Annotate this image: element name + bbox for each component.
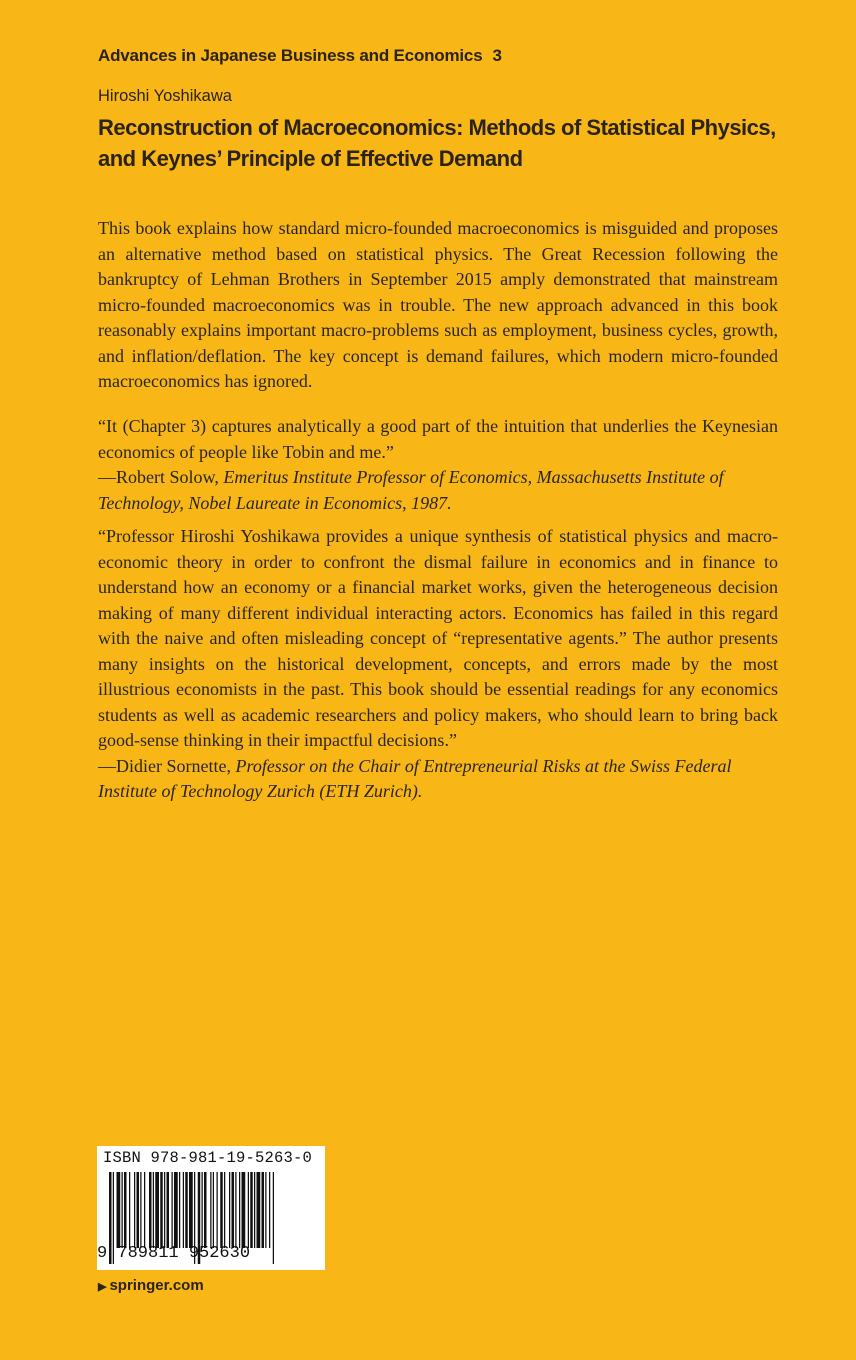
play-arrow-icon: ▶ — [98, 1281, 107, 1293]
barcode-bar — [269, 1172, 270, 1248]
barcode-bar — [220, 1172, 223, 1248]
barcode-bar — [167, 1172, 170, 1248]
barcode-bar — [248, 1172, 249, 1248]
barcode-bar — [213, 1172, 214, 1248]
barcode-bar — [164, 1172, 165, 1248]
author-name: Hiroshi Yoshikawa — [98, 87, 232, 105]
barcode-bar — [153, 1172, 154, 1248]
barcode-bar — [174, 1172, 178, 1248]
barcode-bar — [204, 1172, 207, 1248]
publisher-link[interactable] — [98, 1277, 204, 1294]
barcode-bar — [160, 1172, 163, 1248]
series-title — [98, 46, 502, 66]
series-volume: 3 — [492, 46, 502, 65]
barcode-bar — [202, 1172, 203, 1248]
barcode-bar — [179, 1172, 180, 1248]
barcode-bar — [262, 1172, 265, 1248]
description-text: This book explains how standard micro-founded macroeconomics is misguided and proposes an alternative method based on statistical physics. The Great Recession following the bankruptcy of Lehman Brothers in September 2015 amply demonstrated that mainstream micro-founded macroeconomics was in trouble. The new approach advanced in this book reasonably explains important macro-problems such as employment, business cycles, growth, and inflation/deflation. The key concept is demand failures, which modern micro-founded macroeconomics has ignored. — [98, 218, 778, 391]
barcode-bar — [210, 1172, 211, 1248]
quote-attribution — [98, 754, 778, 805]
barcode-bar — [242, 1172, 246, 1248]
barcode-bar — [134, 1172, 135, 1248]
barcode-bar — [257, 1172, 261, 1248]
barcode-bar — [140, 1172, 141, 1248]
barcode-bar — [185, 1172, 188, 1248]
quote-affiliation: Professor on the Chair of Entrepreneurial Risks at the Swiss Federal Institute of Technology Zurich (ETH Zurich). — [98, 755, 732, 801]
barcode-bar — [155, 1172, 159, 1248]
barcode-bar — [224, 1172, 225, 1248]
book-title-line1: Reconstruction of Macroeconomics: Methods of Statistical Physics, — [98, 115, 776, 140]
barcode-bar — [183, 1172, 184, 1248]
quote-text: “Professor Hiroshi Yoshikawa provides a unique synthesis of statistical physics and macro-economic theory in order to confront the dismal failure in economics and in finance to understand how an economy or a financial market works, given the heterogeneous decision making of many different individual interacting actors. Economics has failed in this regard with the naive and often misleading concept of “representative agents.” The author presents many insights on the historical development, concepts, and errors made by the most illustrious economists in the past. This book should be essential readings for any economics students as well as academic researchers and policy makers, who should learn to bring back good-sense thinking in their impactful decisions.” — [98, 526, 778, 750]
quote-affiliation: Emeritus Institute Professor of Economics, Massachusetts Institute of Technology, Nobel Laureate in Economics, 1987. — [98, 467, 724, 513]
barcode-bar — [232, 1172, 235, 1248]
quote-attribution — [98, 465, 778, 516]
barcode-bar — [149, 1172, 152, 1248]
barcode-bar — [129, 1172, 130, 1248]
barcode-bar — [122, 1172, 123, 1248]
quote-author: —Robert Solow, — [98, 467, 224, 487]
barcode-bar — [254, 1172, 255, 1248]
barcode-digits: 9 789811 952630 — [97, 1244, 251, 1263]
quote-text: “It (Chapter 3) captures analytically a good part of the intuition that underlies the Keynesian economics of people like Tobin and me.” — [98, 416, 778, 462]
barcode-bar — [235, 1172, 236, 1248]
barcode-bar — [239, 1172, 240, 1248]
series-name: Advances in Japanese Business and Economics — [98, 46, 483, 65]
barcode-bar — [144, 1172, 145, 1248]
barcode-bar — [265, 1172, 266, 1248]
book-title-line2: and Keynes’ Principle of Effective Demand — [98, 146, 523, 171]
quote-author: —Didier Sornette, — [98, 755, 236, 776]
barcode-bar — [137, 1172, 140, 1248]
isbn-barcode — [97, 1146, 325, 1270]
barcode-bar — [273, 1172, 274, 1264]
barcode-bar — [217, 1172, 218, 1248]
publisher-url: springer.com — [109, 1277, 204, 1294]
isbn-label: ISBN 978-981-19-5263-0 — [103, 1149, 313, 1167]
book-title — [98, 112, 798, 174]
barcode-bar — [124, 1172, 127, 1248]
barcode-bar — [172, 1172, 173, 1248]
barcode-bar — [250, 1172, 253, 1248]
description-paragraph — [98, 216, 778, 395]
endorsement-sornette — [98, 524, 778, 805]
barcode-bar — [189, 1172, 193, 1248]
barcode-bar — [117, 1172, 121, 1248]
barcode-bar — [229, 1172, 230, 1248]
endorsement-solow — [98, 414, 778, 516]
